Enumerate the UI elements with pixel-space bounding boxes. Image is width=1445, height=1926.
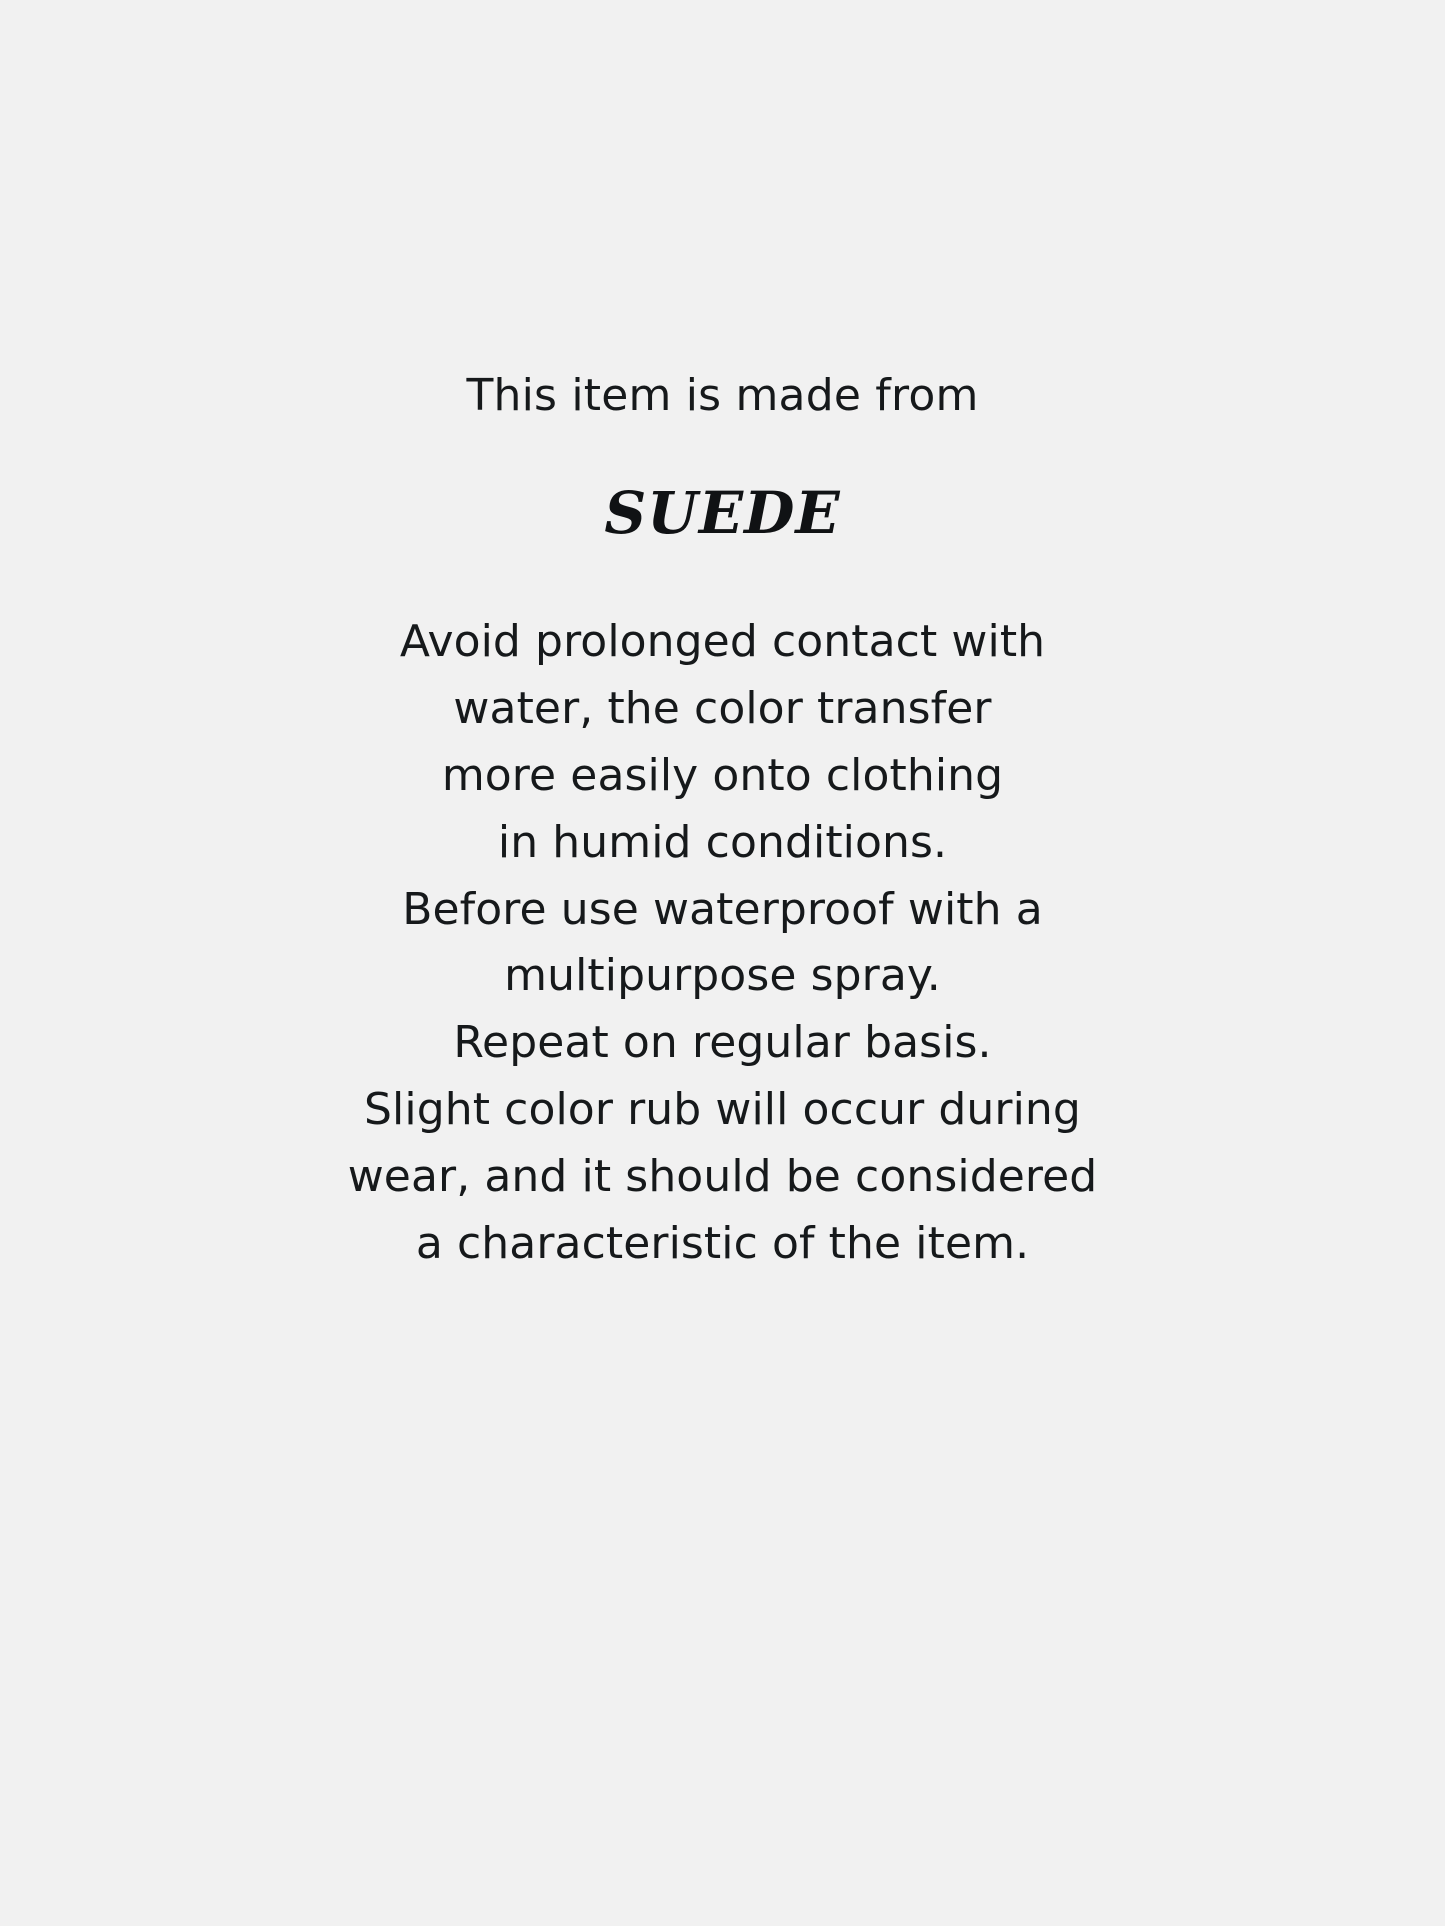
care-instructions-text [348, 609, 1098, 1278]
care-instruction-line: a characteristic of the item. [415, 1217, 1030, 1269]
care-instruction-line: Repeat on regular basis. [453, 1017, 992, 1069]
care-instruction-line: multipurpose spray. [504, 950, 941, 1002]
material-name: SUEDE [604, 479, 841, 547]
care-instruction-line: Slight color rub will occur during [364, 1084, 1081, 1136]
care-instruction-line: water, the color transfer [453, 682, 992, 734]
care-instruction-line: wear, and it should be considered [347, 1151, 1098, 1202]
care-instruction-line: more easily onto clothing [441, 749, 1004, 801]
care-instruction-line: Avoid prolonged contact with [399, 616, 1046, 667]
care-instruction-line: Before use waterproof with a [402, 883, 1043, 935]
material-intro-text: This item is made from [466, 370, 979, 421]
care-instruction-line: in humid conditions. [497, 816, 948, 868]
